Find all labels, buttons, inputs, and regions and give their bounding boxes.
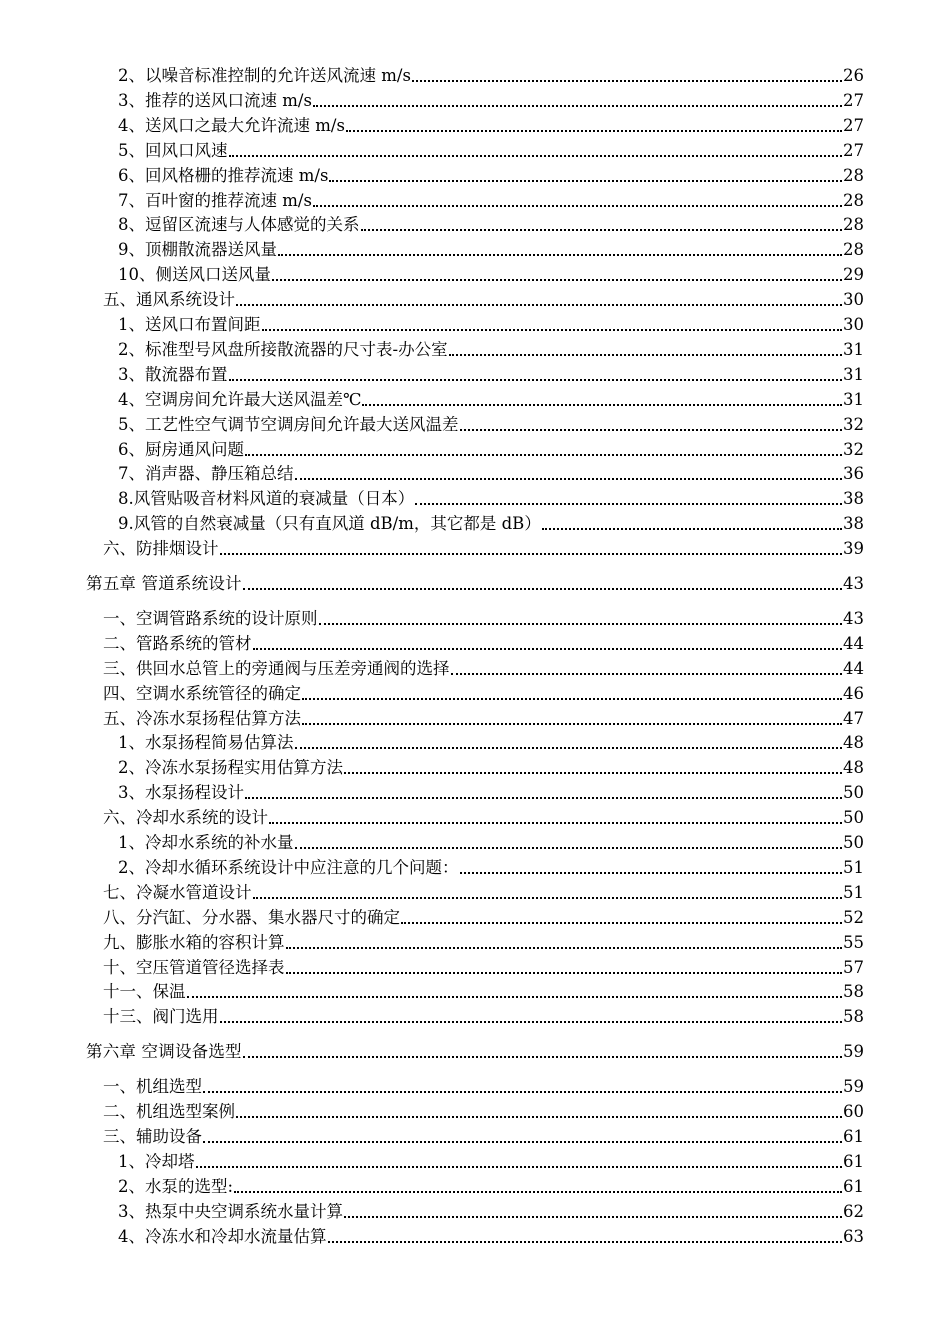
toc-entry[interactable]: [118, 460, 864, 484]
dot-leader: [344, 772, 842, 774]
dot-leader: [253, 897, 843, 899]
toc-entry-page-number: 30: [843, 290, 864, 310]
toc-entry-title: 六、防排烟设计: [103, 539, 219, 559]
dot-leader: [302, 698, 842, 700]
toc-entry-title: 1、送风口布置间距: [118, 315, 261, 334]
toc-entry-page-number: 44: [843, 658, 864, 678]
toc-entry-page-number: 43: [843, 608, 864, 628]
toc-entry-page-number: 50: [843, 783, 864, 803]
dot-leader: [269, 822, 842, 824]
toc-entry[interactable]: [118, 1223, 864, 1247]
dot-leader: [187, 996, 843, 998]
toc-entry-page-number: 48: [843, 733, 864, 753]
toc-entry[interactable]: [118, 829, 864, 853]
toc-entry[interactable]: [103, 655, 864, 679]
dot-leader: [220, 1021, 843, 1023]
toc-entry[interactable]: [118, 436, 864, 460]
toc-entry-page-number: 51: [843, 882, 864, 902]
toc-entry-title: 十一、保温: [103, 982, 186, 1002]
toc-entry-title: 6、厨房通风问题: [118, 439, 244, 459]
toc-entry-page-number: 61: [843, 1176, 864, 1196]
toc-entry[interactable]: [118, 1148, 864, 1172]
toc-entry-title: 六、冷却水系统的设计: [103, 808, 268, 828]
toc-entry-page-number: 58: [843, 982, 864, 1002]
dot-leader: [203, 1141, 842, 1143]
toc-entry-title: 七、冷凝水管道设计: [103, 882, 252, 902]
toc-entry-title: 2、冷却水循环系统设计中应注意的几个问题：: [118, 857, 459, 877]
toc-entry[interactable]: [103, 879, 864, 903]
toc-entry-title: 三、供回水总管上的旁通阀与压差旁通阀的选择: [103, 658, 450, 678]
toc-entry-page-number: 59: [843, 1042, 864, 1062]
toc-entry-page-number: 30: [843, 315, 864, 334]
toc-entry-title: 三、辅助设备: [103, 1126, 202, 1146]
toc-entry-page-number: 28: [843, 190, 864, 210]
dot-leader: [449, 354, 842, 356]
toc-entry-page-number: 28: [843, 215, 864, 235]
toc-entry-title: 五、冷冻水泵扬程估算方法: [103, 708, 301, 728]
toc-entry-title: 4、空调房间允许最大送风温差℃: [118, 389, 362, 409]
toc-entry-title: 十三、阀门选用: [103, 1007, 219, 1027]
toc-entry[interactable]: [103, 286, 864, 310]
toc-entry-page-number: 38: [843, 514, 864, 534]
dot-leader: [243, 1056, 842, 1058]
toc-entry-page-number: 47: [843, 708, 864, 728]
dot-leader: [295, 847, 843, 849]
toc-entry-title: 2、以噪音标准控制的允许送风流速 m/s: [118, 66, 411, 85]
toc-entry-page-number: 26: [843, 66, 864, 85]
toc-entry-page-number: 36: [843, 464, 864, 484]
toc-entry-title: 九、膨胀水箱的容积计算: [103, 932, 285, 952]
dot-leader: [236, 304, 842, 306]
toc-entry-page-number: 46: [843, 683, 864, 703]
toc-entry-title: 2、冷冻水泵扬程实用估算方法: [118, 758, 343, 778]
toc-entry-title: 9、顶棚散流器送风量: [118, 240, 277, 260]
dot-leader: [460, 429, 843, 431]
toc-entry-page-number: 31: [843, 339, 864, 359]
dot-leader: [362, 404, 842, 406]
dot-leader: [229, 155, 843, 157]
dot-leader: [460, 872, 843, 874]
toc-entry-page-number: 60: [843, 1102, 864, 1121]
dot-leader: [313, 105, 842, 107]
dot-leader: [234, 1191, 842, 1193]
toc-entry[interactable]: [103, 1123, 864, 1147]
toc-entry[interactable]: [118, 261, 864, 285]
toc-entry[interactable]: [103, 680, 864, 704]
dot-leader: [295, 478, 843, 480]
toc-entry[interactable]: [118, 336, 864, 360]
toc-entry[interactable]: [118, 236, 864, 260]
toc-entry[interactable]: [118, 311, 864, 335]
toc-entry[interactable]: [103, 978, 864, 1002]
toc-entry-title: 3、推荐的送风口流速 m/s: [118, 90, 312, 110]
dot-leader: [401, 922, 842, 924]
toc-entry[interactable]: [103, 630, 864, 654]
toc-entry[interactable]: [118, 754, 864, 778]
toc-entry-page-number: 31: [843, 389, 864, 409]
toc-entry-page-number: 52: [843, 907, 864, 927]
toc-entry-title: 2、水泵的选型:: [118, 1176, 234, 1196]
toc-entry-title: 6、回风格栅的推荐流速 m/s: [118, 165, 329, 185]
toc-entry[interactable]: [103, 1003, 864, 1027]
toc-entry-page-number: 55: [843, 932, 864, 952]
dot-leader: [245, 454, 842, 456]
toc-entry-page-number: 57: [843, 957, 864, 977]
dot-leader: [236, 1116, 842, 1118]
toc-entry-title: 3、水泵扬程设计: [118, 783, 244, 803]
toc-entry-title: 二、管路系统的管材: [103, 633, 252, 653]
dot-leader: [344, 1216, 842, 1218]
toc-entry-title: 9.风管的自然衰减量（只有直风道 dB/m，其它都是 dB）: [118, 514, 541, 534]
toc-entry-title: 四、空调水系统管径的确定: [103, 683, 301, 703]
toc-entry-title: 十、空压管道管径选择表: [103, 957, 285, 977]
toc-entry-page-number: 32: [843, 439, 864, 459]
toc-entry-page-number: 39: [843, 539, 864, 559]
toc-entry-page-number: 31: [843, 364, 864, 384]
toc-entry-page-number: 44: [843, 633, 864, 653]
toc-entry-page-number: 61: [843, 1126, 864, 1146]
toc-entry-page-number: 51: [843, 857, 864, 877]
dot-leader: [245, 797, 842, 799]
dot-leader: [412, 80, 842, 82]
toc-entry-title: 一、空调管路系统的设计原则: [103, 608, 318, 628]
dot-leader: [286, 947, 843, 949]
toc-entry[interactable]: [118, 87, 864, 111]
toc-entry-title: 5、回风口风速: [118, 140, 228, 160]
toc-entry-title: 8.风管贴吸音材料风道的衰减量（日本）: [118, 489, 415, 509]
toc-entry-title: 1、水泵扬程简易估算法: [118, 733, 294, 753]
toc-entry-title: 第五章 管道系统设计: [86, 574, 242, 593]
dot-leader: [262, 329, 843, 331]
toc-entry[interactable]: [118, 510, 864, 534]
toc-entry[interactable]: [118, 779, 864, 803]
toc-chapter-entry[interactable]: [86, 1038, 864, 1062]
toc-entry-page-number: 28: [843, 240, 864, 260]
toc-entry-page-number: 61: [843, 1151, 864, 1171]
toc-entry-title: 4、送风口之最大允许流速 m/s: [118, 115, 345, 135]
toc-entry-title: 3、散流器布置: [118, 364, 228, 384]
dot-leader: [286, 972, 843, 974]
toc-entry[interactable]: [118, 386, 864, 410]
toc-entry[interactable]: [118, 411, 864, 435]
toc-entry-title: 2、标准型号风盘所接散流器的尺寸表-办公室: [118, 339, 448, 359]
toc-entry-page-number: 59: [843, 1077, 864, 1097]
toc-entry-page-number: 28: [843, 165, 864, 185]
toc-entry[interactable]: [118, 485, 864, 509]
toc-entry[interactable]: [118, 187, 864, 211]
dot-leader: [203, 1091, 842, 1093]
toc-entry[interactable]: [103, 1073, 864, 1097]
toc-entry-page-number: 58: [843, 1007, 864, 1027]
toc-entry-title: 八、分汽缸、分水器、集水器尺寸的确定: [103, 907, 400, 927]
toc-entry[interactable]: [118, 729, 864, 753]
toc-entry-page-number: 27: [843, 90, 864, 110]
dot-leader: [253, 648, 843, 650]
toc-entry[interactable]: [118, 1173, 864, 1197]
toc-entry-title: 8、逗留区流速与人体感觉的关系: [118, 215, 360, 235]
dot-leader: [220, 553, 843, 555]
toc-entry[interactable]: [118, 211, 864, 235]
toc-entry-title: 7、消声器、静压箱总结: [118, 464, 294, 484]
dot-leader: [295, 747, 843, 749]
dot-leader: [319, 623, 843, 625]
dot-leader: [313, 205, 842, 207]
toc-entry[interactable]: [103, 535, 864, 559]
dot-leader: [361, 229, 843, 231]
dot-leader: [196, 1166, 843, 1168]
toc-entry-page-number: 27: [843, 115, 864, 135]
dot-leader: [451, 673, 843, 675]
toc-entry[interactable]: [103, 705, 864, 729]
toc-chapter-entry[interactable]: [86, 570, 864, 594]
toc-entry-title: 一、机组选型: [103, 1077, 202, 1097]
toc-entry[interactable]: [103, 904, 864, 928]
toc-entry-page-number: 48: [843, 758, 864, 778]
toc-entry-title: 1、冷却塔: [118, 1151, 195, 1171]
dot-leader: [415, 503, 842, 505]
toc-entry-page-number: 43: [843, 574, 864, 593]
dot-leader: [542, 528, 842, 530]
toc-entry-title: 10、侧送风口送风量: [118, 265, 271, 285]
toc-entry[interactable]: [118, 1198, 864, 1222]
dot-leader: [229, 379, 843, 381]
toc-entry-title: 7、百叶窗的推荐流速 m/s: [118, 190, 312, 210]
toc-entry[interactable]: [103, 804, 864, 828]
dot-leader: [278, 254, 842, 256]
toc-entry-page-number: 50: [843, 833, 864, 852]
toc-entry-page-number: 38: [843, 489, 864, 509]
dot-leader: [328, 1241, 843, 1243]
toc-entry-title: 5、工艺性空气调节空调房间允许最大送风温差: [118, 414, 459, 434]
toc-entry-title: 3、热泵中央空调系统水量计算: [118, 1201, 343, 1221]
toc-entry-page-number: 62: [843, 1201, 864, 1221]
toc-entry[interactable]: [118, 361, 864, 385]
toc-entry-page-number: 32: [843, 414, 864, 434]
toc-entry[interactable]: [118, 112, 864, 136]
toc-entry[interactable]: [118, 62, 864, 86]
toc-entry[interactable]: [118, 854, 864, 878]
toc-entry[interactable]: [103, 954, 864, 978]
dot-leader: [302, 723, 842, 725]
toc-entry[interactable]: [103, 605, 864, 629]
toc-entry[interactable]: [118, 137, 864, 161]
dot-leader: [329, 180, 842, 182]
toc-entry-page-number: 50: [843, 808, 864, 828]
dot-leader: [346, 130, 842, 132]
toc-entry-title: 1、冷却水系统的补水量: [118, 833, 294, 852]
toc-entry-page-number: 29: [843, 265, 864, 285]
dot-leader: [243, 588, 842, 590]
toc-entry[interactable]: [103, 929, 864, 953]
toc-entry-title: 五、通风系统设计: [103, 290, 235, 310]
toc-entry-page-number: 63: [843, 1226, 864, 1246]
toc-entry[interactable]: [103, 1098, 864, 1122]
toc-entry[interactable]: [118, 162, 864, 186]
toc-entry-title: 第六章 空调设备选型: [86, 1042, 242, 1062]
toc-entry-title: 4、冷冻水和冷却水流量估算: [118, 1226, 327, 1246]
dot-leader: [272, 279, 842, 281]
toc-entry-title: 二、机组选型案例: [103, 1102, 235, 1121]
toc-entry-page-number: 27: [843, 140, 864, 160]
